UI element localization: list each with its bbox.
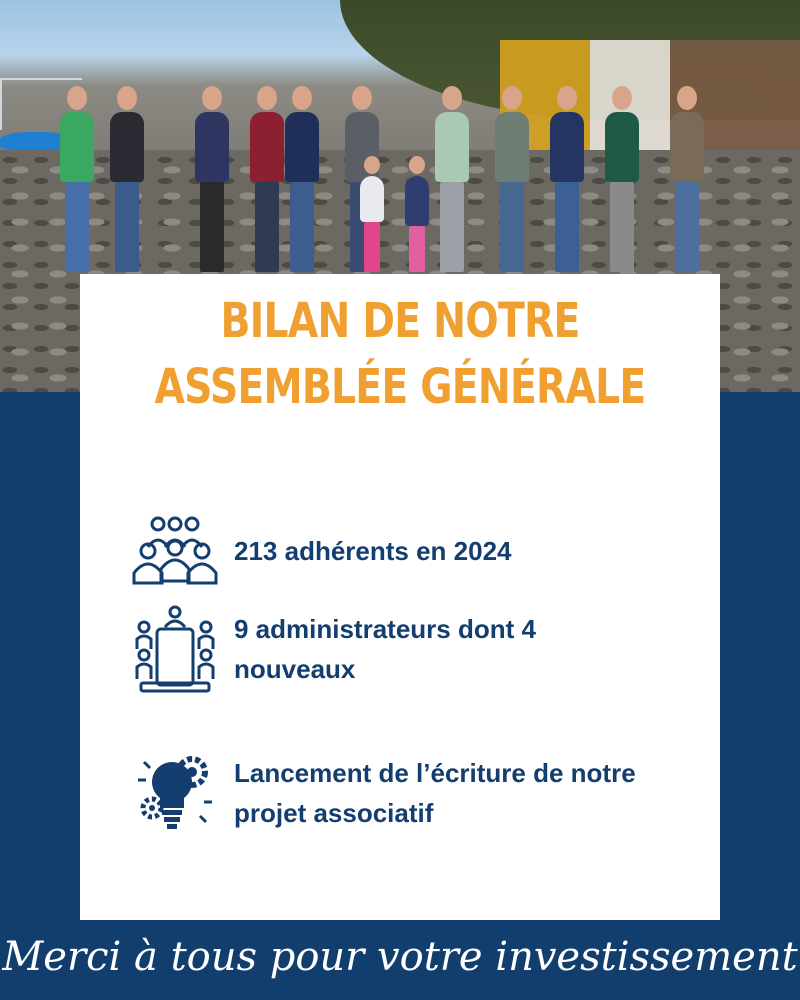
stat-project-text: Lancement de l’écriture de notre projet associatif (234, 758, 636, 828)
summary-card (80, 274, 720, 920)
meeting-table-icon (130, 604, 220, 694)
title-line-1: BILAN DE NOTRE (220, 293, 580, 349)
photo-people-group (60, 22, 740, 272)
stat-administrators (130, 604, 690, 694)
lightbulb-gears-icon (130, 748, 220, 838)
stat-members (130, 506, 690, 596)
thank-you-message: Merci à tous pour votre investissement (2, 934, 798, 980)
title-line-2: ASSEMBLÉE GÉNÉRALE (154, 359, 646, 415)
group-of-people-icon (130, 506, 220, 596)
stat-project (130, 748, 690, 838)
stat-administrators-text: 9 administrateurs dont 4 nouveaux (234, 614, 536, 684)
page-title (138, 288, 663, 420)
stat-members-text: 213 adhérents en 2024 (234, 536, 512, 566)
